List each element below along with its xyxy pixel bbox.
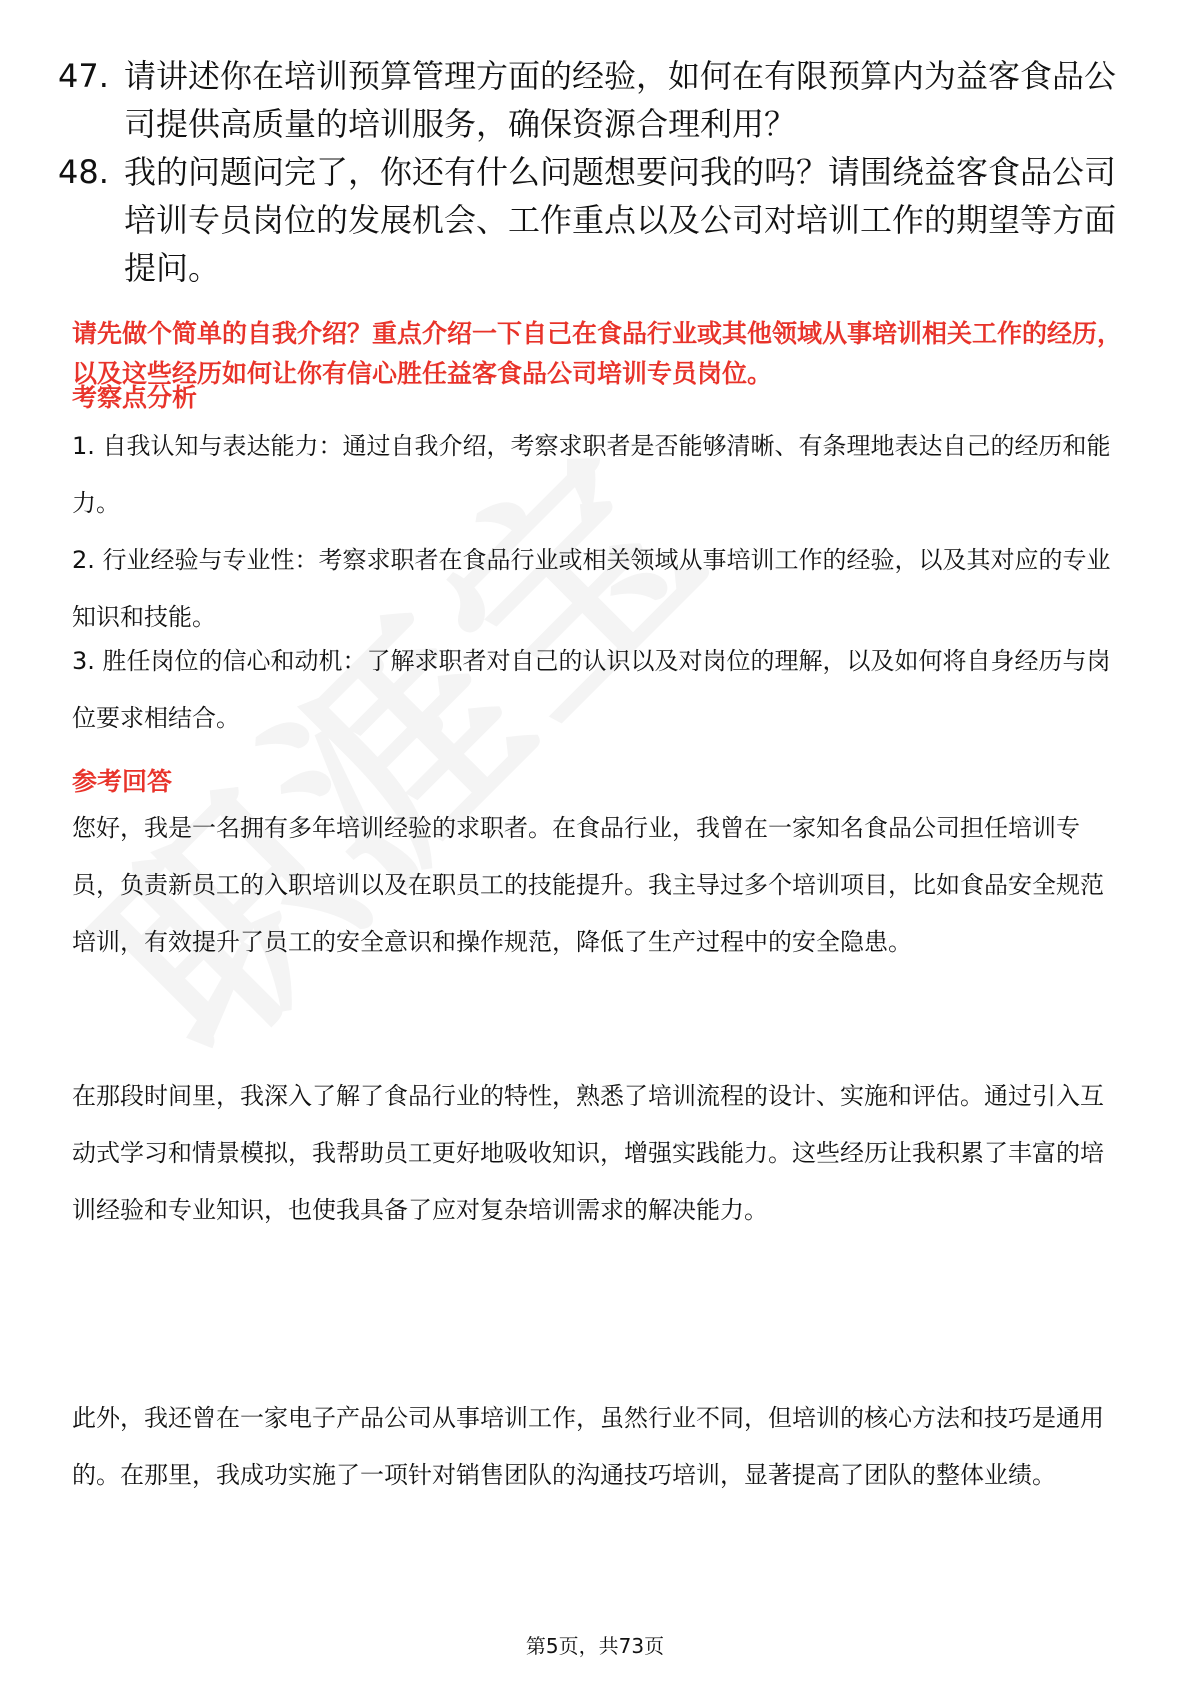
question-text: 我的问题问完了，你还有什么问题想要问我的吗？请围绕益客食品公司培训专员岗位的发展机会、工作重点以及公司对培训工作的期望等方面提问。	[124, 153, 1117, 287]
answer-paragraph-3: 此外，我还曾在一家电子产品公司从事培训工作，虽然行业不同，但培训的核心方法和技巧是通用的。在那里，我成功实施了一项针对销售团队的沟通技巧培训，显著提高了团队的整体业绩。	[72, 1404, 1104, 1489]
question-number: 47.	[58, 57, 109, 95]
analysis-point-3: 3. 胜任岗位的信心和动机：了解求职者对自己的认识以及对岗位的理解，以及如何将自身经历与岗位要求相结合。	[72, 647, 1111, 732]
answer-paragraph-1: 您好，我是一名拥有多年培训经验的求职者。在食品行业，我曾在一家知名食品公司担任培训专员，负责新员工的入职培训以及在职员工的技能提升。我主导过多个培训项目，比如食品安全规范培训，有效提升了员工的安全意识和操作规范，降低了生产过程中的安全隐患。	[72, 814, 1104, 956]
question-text: 请讲述你在培训预算管理方面的经验，如何在有限预算内为益客食品公司提供高质量的培训服务，确保资源合理利用？	[124, 57, 1117, 143]
answer-paragraph-2: 在那段时间里，我深入了解了食品行业的特性，熟悉了培训流程的设计、实施和评估。通过引入互动式学习和情景模拟，我帮助员工更好地吸收知识，增强实践能力。这些经历让我积累了丰富的培训经验和专业知识，也使我具备了应对复杂培训需求的解决能力。	[72, 1082, 1104, 1224]
analysis-point-2: 2. 行业经验与专业性：考察求职者在食品行业或相关领域从事培训工作的经验，以及其对应的专业知识和技能。	[72, 546, 1111, 631]
answer-title: 参考回答	[72, 767, 173, 796]
page-footer: 第5页，共73页	[525, 1634, 665, 1658]
question-number: 48.	[58, 153, 109, 191]
analysis-title: 考察点分析	[72, 383, 198, 412]
analysis-point-1: 1. 自我认知与表达能力：通过自我介绍，考察求职者是否能够清晰、有条理地表达自己的经历和能力。	[72, 432, 1111, 517]
question-48	[58, 148, 1118, 292]
question-47	[58, 52, 1118, 148]
intro-question: 请先做个简单的自我介绍？重点介绍一下自己在食品行业或其他领域从事培训相关工作的经历，以及这些经历如何让你有信心胜任益客食品公司培训专员岗位。	[72, 319, 1123, 388]
